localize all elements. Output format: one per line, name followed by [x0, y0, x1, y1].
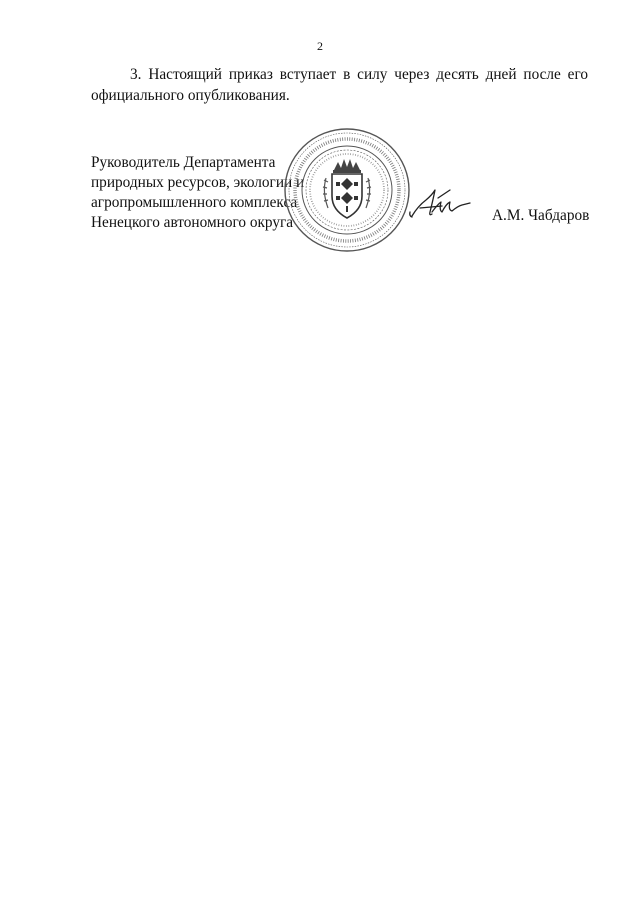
signatory-title-line: природных ресурсов, экологии и [91, 174, 305, 191]
official-seal-icon [282, 126, 412, 254]
signatory-title [91, 153, 304, 233]
handwritten-signature-icon [408, 186, 474, 222]
signatory-name: А.М. Чабдаров [492, 207, 590, 224]
order-clause-paragraph: 3. Настоящий приказ вступает в силу через десять дней после его официального опубликования. [91, 66, 588, 104]
page-number: 2 [317, 39, 323, 53]
signatory-title-line: Руководитель Департамента [91, 154, 276, 171]
signatory-title-line: агропромышленного комплекса [91, 194, 298, 211]
signatory-title-line: Ненецкого автономного округа [91, 214, 294, 231]
